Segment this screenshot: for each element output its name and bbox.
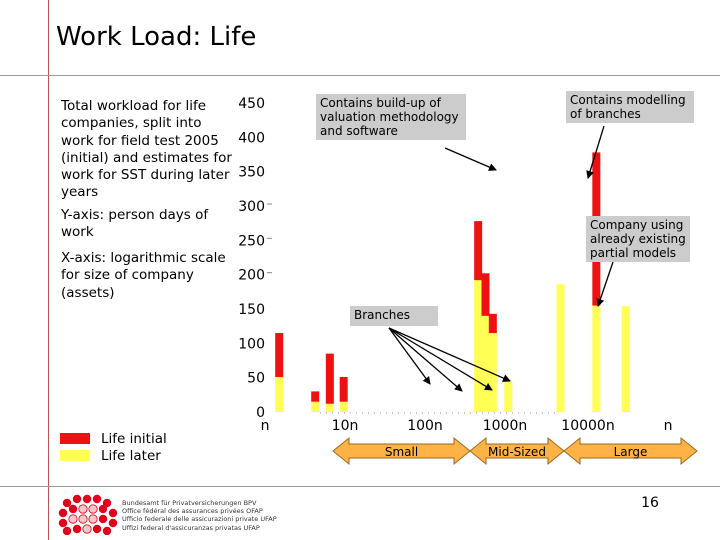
callout-line: and software <box>320 124 398 138</box>
logo-dot <box>109 509 117 517</box>
logo-dot <box>59 509 67 517</box>
bar-life-later <box>326 404 334 412</box>
callout-line: Contains modelling <box>570 93 686 107</box>
y-tick-label: 400 <box>238 130 265 147</box>
logo-dot <box>73 495 81 503</box>
callout-line: Branches <box>354 308 410 322</box>
logo-dot <box>99 515 107 523</box>
y-tick-label: 50 <box>247 370 265 387</box>
x-tick-label: 10n <box>331 418 359 434</box>
logo-dot <box>79 515 87 523</box>
x-tick-label: 10000n <box>561 418 615 434</box>
bar-life-later <box>504 381 512 412</box>
logo-dot <box>93 495 101 503</box>
agency-line: Ufficio federale delle assicurazioni private UFAP <box>122 515 277 524</box>
legend-swatch-initial <box>60 433 90 444</box>
y-tick-label: 350 <box>238 164 265 181</box>
logo-dot <box>103 527 111 535</box>
callout-partial-models <box>586 216 690 262</box>
bar-life-initial <box>489 314 497 333</box>
logo-dot <box>83 495 91 503</box>
logo-dot <box>73 525 81 533</box>
x-tick-label: n <box>260 418 270 434</box>
callout-line: Contains build-up of <box>320 96 441 110</box>
legend-swatch-later <box>60 450 90 461</box>
size-arrow-label: Small <box>384 445 419 459</box>
description-line: Y-axis: person days of <box>61 207 209 223</box>
callout-modelling <box>566 91 694 123</box>
logo-dot <box>79 505 87 513</box>
bar-life-initial <box>275 333 283 377</box>
x-tick-label: n <box>663 418 673 434</box>
callout-line: valuation methodology <box>320 110 459 124</box>
description-line: work for SST during later <box>61 167 230 184</box>
bar-life-initial <box>474 221 482 280</box>
description-line: work for field test 2005 <box>61 132 219 149</box>
callout-line: of branches <box>570 107 641 121</box>
callout-branches <box>350 306 438 326</box>
y-tick-label: 0 <box>256 405 265 421</box>
logo-dot <box>109 519 117 527</box>
bar-life-later <box>474 280 482 412</box>
size-arrow-label: Mid-Sized <box>488 445 546 459</box>
logo-dot <box>63 499 71 507</box>
legend-label-later: Life later <box>101 448 161 464</box>
description-line: (initial) and estimates for <box>61 149 232 166</box>
page-number: 16 <box>641 495 659 511</box>
agency-line: Office fédéral des assurances privées OFAP <box>122 507 263 516</box>
callout-line: Company using <box>590 218 684 232</box>
agency-line: Uffizi federal d'assicuranzas privatas UFAP <box>122 523 260 532</box>
logo-dot <box>83 525 91 533</box>
description-line: years <box>61 184 99 201</box>
description-line: (assets) <box>61 284 115 301</box>
bar-life-initial <box>481 273 489 316</box>
x-tick-label: 1000n <box>482 418 528 434</box>
logo-dot <box>69 515 77 523</box>
bar-life-later <box>481 316 489 412</box>
slide-title: Work Load: Life <box>56 22 257 52</box>
agency-line: Bundesamt für Privatversicherungen BPV <box>122 499 257 507</box>
y-tick-label: 200 <box>238 267 265 284</box>
callout-line: partial models <box>590 246 677 260</box>
logo-dot <box>59 519 67 527</box>
arrow-branch <box>389 328 462 391</box>
description-line: X-axis: logarithmic scale <box>61 250 226 266</box>
y-tick-label: 150 <box>238 301 265 318</box>
description-line: Total workload for life <box>61 98 207 114</box>
swiss-cross-logo <box>56 491 120 535</box>
logo-dot <box>93 525 101 533</box>
x-tick-label: 100n <box>407 418 443 434</box>
y-tick-label: 450 <box>238 95 265 112</box>
arrow-buildup <box>445 148 496 170</box>
bar-life-later <box>622 306 630 412</box>
logo-dot <box>69 505 77 513</box>
description-line: work <box>61 224 94 241</box>
description-line: for size of company <box>61 267 194 284</box>
description-line: companies, split into <box>61 115 202 132</box>
logo-dot <box>89 515 97 523</box>
y-tick-label: 250 <box>238 233 265 250</box>
bar-life-later <box>592 306 600 412</box>
logo-dot <box>63 527 71 535</box>
bar-life-initial <box>326 354 334 404</box>
y-tick-label: 300 <box>238 198 265 215</box>
bar-life-later <box>556 284 564 412</box>
logo-dot <box>89 505 97 513</box>
y-tick-label: 100 <box>238 336 265 353</box>
callout-line: already existing <box>590 232 686 246</box>
legend-label-initial: Life initial <box>101 431 167 447</box>
agency-names <box>122 499 277 532</box>
bar-life-later <box>311 402 319 412</box>
callout-buildup <box>316 94 466 140</box>
logo-dot <box>99 505 107 513</box>
bar-life-initial <box>340 377 348 402</box>
bar-life-initial <box>311 391 319 401</box>
size-arrow-label: Large <box>613 445 648 459</box>
bar-life-later <box>275 377 283 412</box>
bar-life-later <box>340 402 348 412</box>
